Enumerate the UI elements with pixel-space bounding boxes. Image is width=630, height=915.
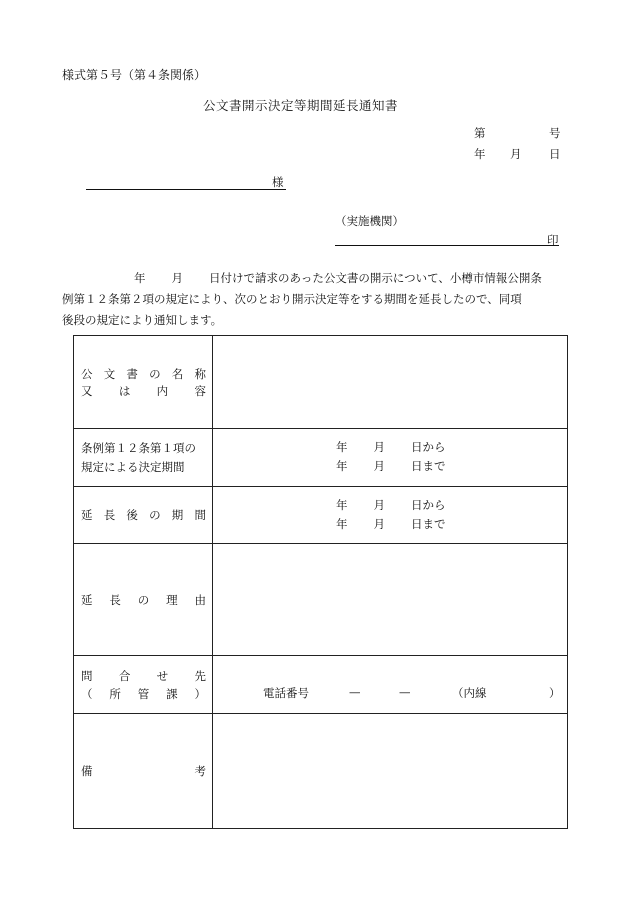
decision-period-from: 年 月 日から: [336, 440, 446, 454]
document-name-value[interactable]: [213, 336, 568, 429]
label-contact-1: 問 合 せ 先: [81, 668, 206, 683]
label-content: 又 は 内 容: [81, 383, 206, 398]
agency-label: （実施機関）: [335, 214, 404, 228]
number-suffix: 号: [549, 126, 561, 140]
body-line-2: 例第１２条第２項の規定により、次のとおり開示決定等をする期間を延長したので、同項: [62, 292, 522, 306]
number-prefix: 第: [474, 126, 486, 140]
phone-line: 電話番号 — — （内線 ）: [263, 685, 561, 700]
addressee-suffix: 様: [272, 175, 284, 189]
decision-period-value[interactable]: [213, 429, 568, 487]
extended-period-from: 年 月 日から: [336, 498, 446, 512]
document-title: 公文書開示決定等期間延長通知書: [203, 98, 399, 113]
label-decision-period-1: 条例第１２条第１項の: [81, 440, 196, 455]
row-contact: [74, 656, 568, 714]
row-remarks: [74, 714, 568, 829]
decision-period-to: 年 月 日まで: [336, 459, 446, 473]
date-year: 年: [474, 147, 486, 161]
label-remarks: 備 考: [81, 764, 206, 778]
date-month: 月: [510, 147, 522, 161]
row-reason: [74, 544, 568, 656]
label-extended-period: 延 長 後 の 期 間: [81, 508, 206, 522]
addressee-underline: [86, 189, 286, 190]
label-reason: 延 長 の 理 由: [81, 592, 206, 607]
reason-value[interactable]: [213, 544, 568, 656]
details-table: [73, 335, 568, 829]
date-day: 日: [549, 147, 561, 161]
row-document-name: [74, 336, 568, 429]
row-extended-period: [74, 487, 568, 544]
seal-mark: 印: [547, 233, 559, 247]
body-line-1: 年 月 日付けで請求のあった公文書の開示について、小樽市情報公開条: [134, 271, 542, 285]
label-decision-period-2: 規定による決定期間: [81, 459, 185, 474]
body-line-3: 後段の規定により通知します。: [62, 313, 223, 327]
body-paragraph: [62, 268, 572, 331]
contact-value[interactable]: [213, 656, 568, 714]
form-number: 様式第５号（第４条関係）: [62, 68, 207, 82]
extended-period-to: 年 月 日まで: [336, 517, 446, 531]
row-decision-period: [74, 429, 568, 487]
label-contact-2: （ 所 管 課 ）: [81, 686, 206, 701]
agency-underline: [335, 245, 559, 246]
label-document-name: 公 文 書 の 名 称: [81, 366, 206, 381]
remarks-value[interactable]: [213, 714, 568, 829]
extended-period-value[interactable]: [213, 487, 568, 544]
